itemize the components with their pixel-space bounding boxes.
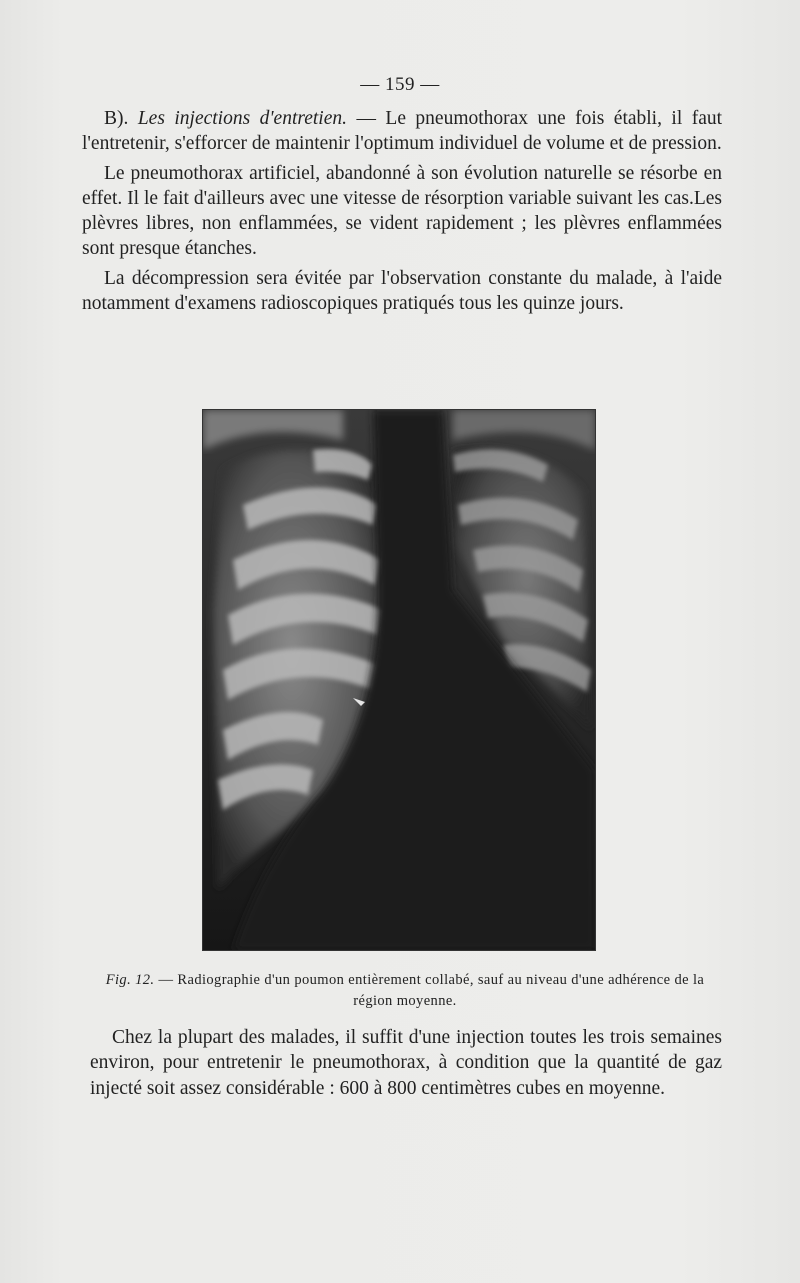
section-heading-paragraph	[82, 106, 722, 157]
figure-caption	[90, 970, 720, 1012]
chest-radiograph-image	[203, 410, 595, 950]
paragraph-injection-frequency: Chez la plupart des malades, il suffit d'une injection toutes les trois semaines environ, pour entretenir le pneumothorax, à condition que la quantité de gaz injecté soit assez considérable : 600 à 800 centimètres cubes en moyenne.	[90, 1027, 722, 1099]
paragraph-decompression: La décompression sera évitée par l'observation constante du malade, à l'aide notamment d'examens radioscopiques pratiqués tous les quinze jours.	[82, 267, 722, 315]
section-intro-text: — Le pneumothorax une fois établi, il faut l'entretenir, s'efforcer de maintenir l'optimum individuel de volume et de pression.	[82, 108, 723, 155]
figure-label: Fig. 12.	[105, 972, 155, 988]
figure-caption-text: — Radiographie d'un poumon entièrement collabé, sauf au niveau d'une adhérence de la région moyenne.	[154, 972, 705, 1009]
chest-radiograph-figure	[203, 410, 595, 950]
section-prefix: B).	[104, 108, 138, 129]
top-text-block	[82, 106, 722, 316]
section-title: Les injections d'entretien.	[137, 108, 348, 129]
paragraph-resorption: Le pneumothorax artificiel, abandonné à son évolution naturelle se résorbe en effet. Il le fait d'ailleurs avec une vitesse de résorption variable suivant les cas.Les plèvres libres, non enflammées, se vident rapidement ; les plèvres enflammées sont presque étanches.	[82, 162, 722, 260]
bottom-text-block	[90, 1025, 722, 1101]
page-number: — 159 —	[360, 74, 440, 95]
